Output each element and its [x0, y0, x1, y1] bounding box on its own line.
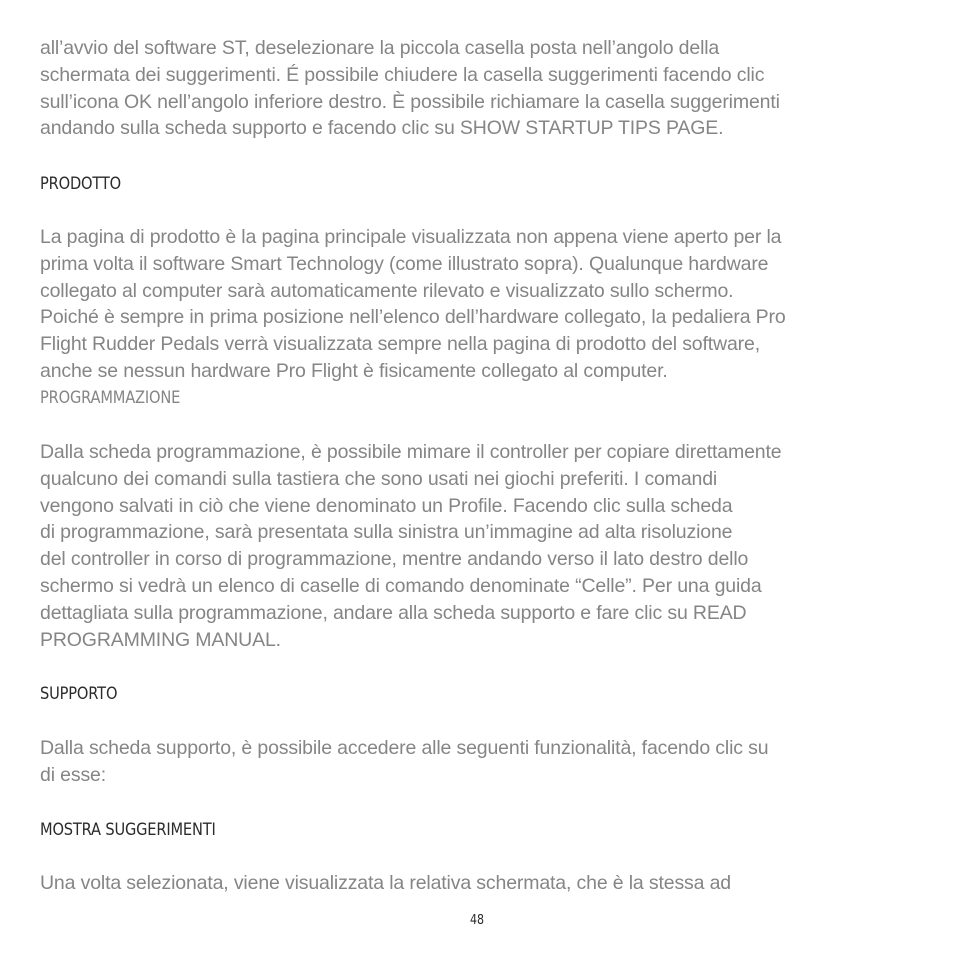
heading-mostra-suggerimenti: MOSTRA SUGGERIMENTI — [40, 820, 216, 840]
intro-paragraph — [40, 35, 780, 142]
mostra-paragraph — [40, 870, 731, 897]
paragraph-line: anche se nessun hardware Pro Flight è fisicamente collegato al computer. — [40, 359, 668, 382]
paragraph-line: Una volta selezionata, viene visualizzata la relativa schermata, che è la stessa ad — [40, 872, 732, 894]
heading-supporto: SUPPORTO — [40, 684, 118, 704]
paragraph-line: PROGRAMMING MANUAL. — [40, 628, 281, 651]
paragraph-line: prima volta il software Smart Technology (come illustrato sopra). Qualunque hardware — [40, 252, 769, 275]
paragraph-line: collegato al computer sarà automaticamente rilevato e visualizzato sullo schermo. — [40, 279, 734, 302]
supporto-paragraph — [40, 735, 768, 789]
paragraph-line: di esse: — [40, 763, 107, 786]
page-number: 48 — [469, 913, 485, 928]
paragraph-line: schermo si vedrà un elenco di caselle di comando denominate “Celle”. Per una guida — [40, 574, 762, 597]
paragraph-line: di programmazione, sarà presentata sulla sinistra un’immagine ad alta risoluzione — [40, 521, 733, 544]
paragraph-line: schermata dei suggerimenti. É possibile chiudere la casella suggerimenti facendo clic — [40, 63, 765, 86]
prodotto-paragraph — [40, 224, 786, 385]
paragraph-line: Poiché è sempre in prima posizione nell’elenco dell’hardware collegato, la pedaliera Pro — [40, 306, 786, 329]
paragraph-line: del controller in corso di programmazione, mentre andando verso il lato destro dello — [40, 548, 749, 571]
heading-programmazione: PROGRAMMAZIONE — [40, 388, 181, 408]
paragraph-line: all’avvio del software ST, deselezionare la piccola casella posta nell’angolo della — [40, 37, 720, 59]
paragraph-line: andando sulla scheda supporto e facendo clic su SHOW STARTUP TIPS PAGE. — [40, 117, 724, 140]
paragraph-line: sull’icona OK nell’angolo inferiore destro. È possibile richiamare la casella suggerimenti — [40, 90, 780, 113]
programmazione-paragraph — [40, 439, 781, 653]
heading-prodotto: PRODOTTO — [40, 174, 121, 194]
paragraph-line: Flight Rudder Pedals verrà visualizzata sempre nella pagina di prodotto del software, — [40, 333, 760, 356]
paragraph-line: qualcuno dei comandi sulla tastiera che sono usati nei giochi preferiti. I comandi — [40, 467, 718, 490]
paragraph-line: dettagliata sulla programmazione, andare alla scheda supporto e fare clic su READ — [40, 601, 747, 624]
paragraph-line: Dalla scheda programmazione, è possibile mimare il controller per copiare direttamente — [40, 441, 782, 463]
paragraph-line: La pagina di prodotto è la pagina principale visualizzata non appena viene aperto per la — [40, 226, 782, 248]
paragraph-line: vengono salvati in ciò che viene denominato un Profile. Facendo clic sulla scheda — [40, 494, 733, 517]
paragraph-line: Dalla scheda supporto, è possibile accedere alle seguenti funzionalità, facendo clic su — [40, 737, 769, 759]
